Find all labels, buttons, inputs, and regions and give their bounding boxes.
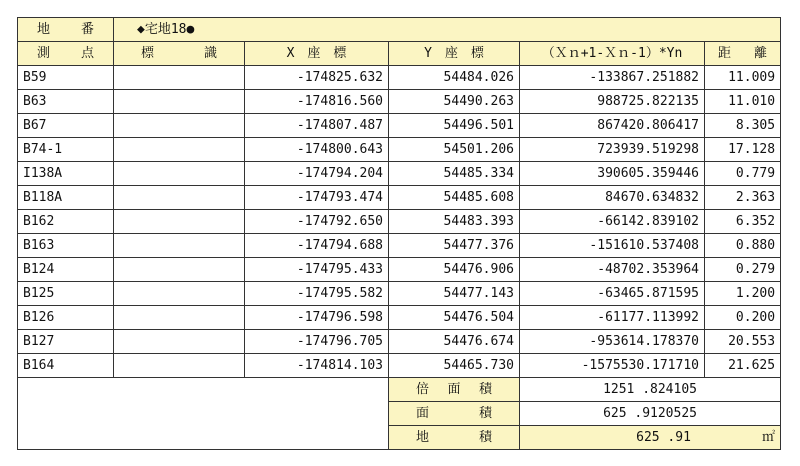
x-coordinate-cell: -174796.598 (245, 306, 389, 330)
point-cell: B59 (18, 66, 114, 90)
y-coordinate-cell: 54476.906 (389, 258, 520, 282)
distance-cell: 2.363 (705, 186, 781, 210)
marker-cell (114, 282, 245, 306)
marker-cell (114, 186, 245, 210)
y-coordinate-cell: 54496.501 (389, 114, 520, 138)
distance-cell: 11.009 (705, 66, 781, 90)
y-coordinate-cell: 54485.334 (389, 162, 520, 186)
y-coordinate-cell: 54476.674 (389, 330, 520, 354)
point-cell: B74-1 (18, 138, 114, 162)
y-coordinate-cell: 54484.026 (389, 66, 520, 90)
point-cell: B126 (18, 306, 114, 330)
double-area-label-b: 面 (447, 382, 461, 397)
land-area-value-cell (520, 426, 781, 450)
header-marker-b: 識 (203, 46, 217, 61)
survey-sheet (17, 17, 781, 450)
header-x: X 座 標 (245, 42, 389, 66)
distance-cell: 20.553 (705, 330, 781, 354)
table-row (18, 306, 781, 330)
calc-cell: -61177.113992 (520, 306, 705, 330)
table-row (18, 282, 781, 306)
land-area-value: 625 .91 (636, 430, 691, 445)
point-cell: B125 (18, 282, 114, 306)
lot-value-text: ◆宅地18● (137, 22, 195, 37)
y-coordinate-cell: 54485.608 (389, 186, 520, 210)
lot-label-cell (18, 18, 114, 42)
land-area-label-b: 積 (478, 430, 492, 445)
table-row (18, 114, 781, 138)
marker-cell (114, 138, 245, 162)
distance-cell: 17.128 (705, 138, 781, 162)
x-coordinate-cell: -174793.474 (245, 186, 389, 210)
y-coordinate-cell: 54477.143 (389, 282, 520, 306)
table-row (18, 354, 781, 378)
summary-double-area-row (18, 378, 781, 402)
calc-cell: -953614.178370 (520, 330, 705, 354)
land-area-label (389, 426, 520, 450)
calc-cell: 723939.519298 (520, 138, 705, 162)
x-coordinate-cell: -174794.688 (245, 234, 389, 258)
calc-cell: -133867.251882 (520, 66, 705, 90)
table-row (18, 162, 781, 186)
column-header-row (18, 42, 781, 66)
distance-cell: 0.880 (705, 234, 781, 258)
marker-cell (114, 66, 245, 90)
header-point-b: 点 (80, 46, 94, 61)
table-row (18, 186, 781, 210)
x-coordinate-cell: -174814.103 (245, 354, 389, 378)
marker-cell (114, 234, 245, 258)
marker-cell (114, 306, 245, 330)
y-coordinate-cell: 54490.263 (389, 90, 520, 114)
table-row (18, 234, 781, 258)
double-area-label (389, 378, 520, 402)
point-cell: B67 (18, 114, 114, 138)
marker-cell (114, 210, 245, 234)
header-distance-b: 離 (754, 46, 768, 61)
marker-cell (114, 354, 245, 378)
table-row (18, 90, 781, 114)
calc-cell: -63465.871595 (520, 282, 705, 306)
point-cell: B63 (18, 90, 114, 114)
point-cell: B124 (18, 258, 114, 282)
header-distance (705, 42, 781, 66)
calc-cell: 867420.806417 (520, 114, 705, 138)
x-coordinate-cell: -174792.650 (245, 210, 389, 234)
distance-cell: 11.010 (705, 90, 781, 114)
x-coordinate-cell: -174807.487 (245, 114, 389, 138)
point-cell: B118A (18, 186, 114, 210)
table-row (18, 210, 781, 234)
calc-cell: 390605.359446 (520, 162, 705, 186)
x-coordinate-cell: -174825.632 (245, 66, 389, 90)
distance-cell: 1.200 (705, 282, 781, 306)
table-row (18, 330, 781, 354)
table-row (18, 138, 781, 162)
lot-value (114, 18, 781, 42)
double-area-label-a: 倍 (416, 382, 430, 397)
y-coordinate-cell: 54477.376 (389, 234, 520, 258)
data-rows (18, 66, 781, 378)
distance-cell: 0.200 (705, 306, 781, 330)
calc-cell: -66142.839102 (520, 210, 705, 234)
y-coordinate-cell: 54501.206 (389, 138, 520, 162)
x-coordinate-cell: -174796.705 (245, 330, 389, 354)
point-cell: I138A (18, 162, 114, 186)
marker-cell (114, 90, 245, 114)
coordinate-area-table (17, 17, 781, 450)
lot-row (18, 18, 781, 42)
calc-cell: -48702.353964 (520, 258, 705, 282)
lot-label-b: 番 (80, 22, 94, 37)
marker-cell (114, 162, 245, 186)
distance-cell: 0.279 (705, 258, 781, 282)
x-coordinate-cell: -174794.204 (245, 162, 389, 186)
land-area-label-a: 地 (416, 430, 430, 445)
calc-cell: -151610.537408 (520, 234, 705, 258)
area-value: 625 .9120525 (520, 402, 781, 426)
distance-cell: 21.625 (705, 354, 781, 378)
calc-cell: -1575530.171710 (520, 354, 705, 378)
land-area-unit: ㎡ (762, 430, 776, 445)
point-cell: B164 (18, 354, 114, 378)
header-point-a: 測 (37, 46, 51, 61)
y-coordinate-cell: 54465.730 (389, 354, 520, 378)
distance-cell: 0.779 (705, 162, 781, 186)
area-label-b: 積 (478, 406, 492, 421)
marker-cell (114, 258, 245, 282)
x-coordinate-cell: -174795.582 (245, 282, 389, 306)
distance-cell: 8.305 (705, 114, 781, 138)
header-y: Y 座 標 (389, 42, 520, 66)
header-calc: （Ｘｎ+1-Ｘｎ-1）*Yn (520, 42, 705, 66)
header-marker-a: 標 (141, 46, 155, 61)
table-row (18, 66, 781, 90)
marker-cell (114, 114, 245, 138)
point-cell: B127 (18, 330, 114, 354)
x-coordinate-cell: -174816.560 (245, 90, 389, 114)
marker-cell (114, 330, 245, 354)
table-row (18, 258, 781, 282)
point-cell: B163 (18, 234, 114, 258)
summary-blank (18, 378, 389, 450)
header-distance-a: 距 (718, 46, 732, 61)
area-label (389, 402, 520, 426)
double-area-value: 1251 .824105 (520, 378, 781, 402)
header-point (18, 42, 114, 66)
lot-label-a: 地 (37, 22, 51, 37)
summary-rows (18, 378, 781, 450)
x-coordinate-cell: -174800.643 (245, 138, 389, 162)
calc-cell: 84670.634832 (520, 186, 705, 210)
calc-cell: 988725.822135 (520, 90, 705, 114)
area-label-a: 面 (416, 406, 430, 421)
point-cell: B162 (18, 210, 114, 234)
y-coordinate-cell: 54476.504 (389, 306, 520, 330)
double-area-label-c: 積 (478, 382, 492, 397)
header-marker (114, 42, 245, 66)
distance-cell: 6.352 (705, 210, 781, 234)
x-coordinate-cell: -174795.433 (245, 258, 389, 282)
y-coordinate-cell: 54483.393 (389, 210, 520, 234)
